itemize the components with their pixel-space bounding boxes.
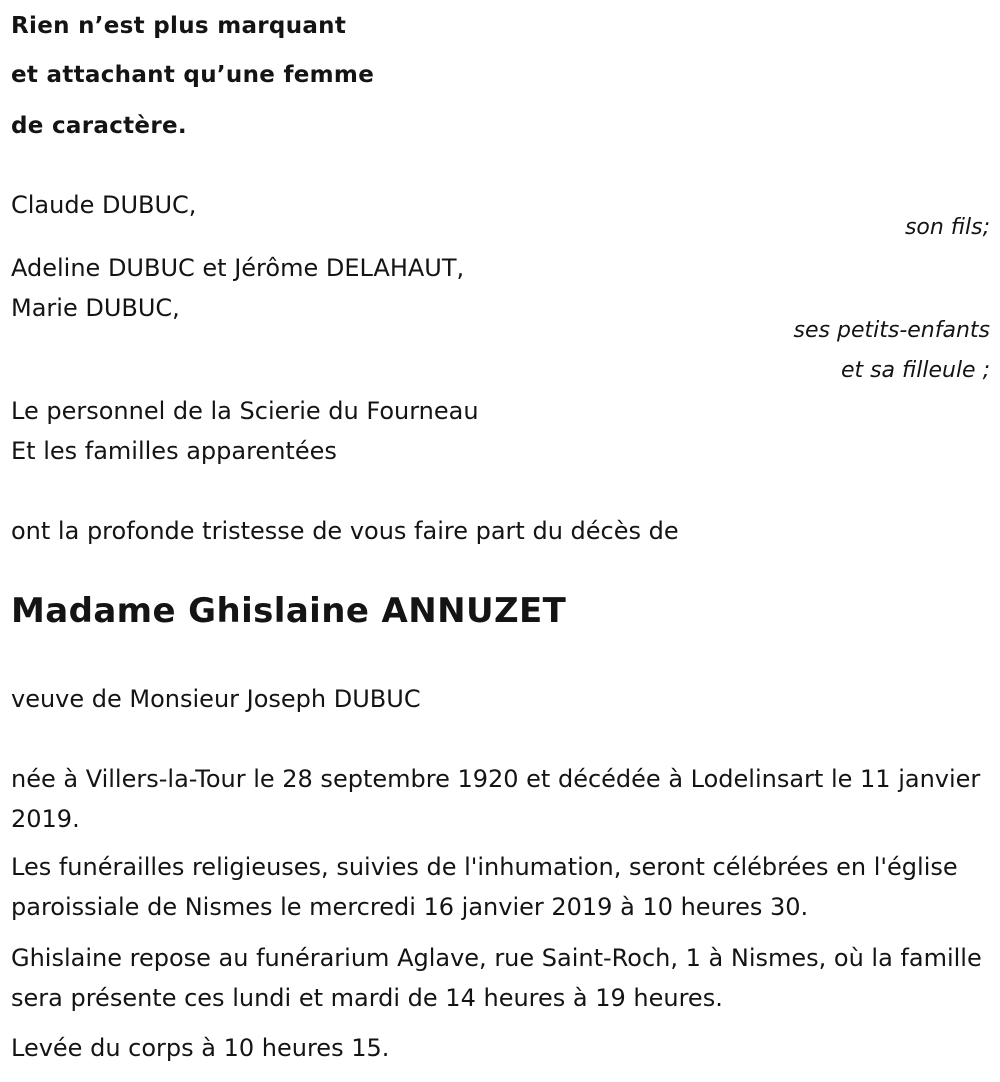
others-line-1: Le personnel de la Scierie du Fourneau [11, 397, 479, 425]
son-role: son fils; [904, 215, 990, 240]
grandchild-line-1: Adeline DUBUC et Jérôme DELAHAUT, [11, 254, 465, 282]
quote-line-3: de caractère. [11, 113, 187, 139]
funeral-paragraph: Les funérailles religieuses, suivies de l'inhumation, seront célébrées en l'église paroissiale de Nismes le mercredi 16 janvier 2019 à 10 heures 30. [11, 853, 958, 921]
quote-line-1: Rien n’est plus marquant [11, 13, 347, 39]
grandchildren-role-1: ses petits-enfants [793, 318, 990, 343]
others-line-2: Et les familles apparentées [11, 437, 337, 465]
son-name: Claude DUBUC, [11, 191, 197, 219]
deceased-name: Madame Ghislaine ANNUZET [11, 591, 567, 631]
quote-line-2: et attachant qu’une femme [11, 62, 375, 88]
announcement: ont la profonde tristesse de vous faire part du décès de [11, 517, 679, 545]
levee-paragraph: Levée du corps à 10 heures 15. [11, 1034, 390, 1062]
birth-death-paragraph: née à Villers-la-Tour le 28 septembre 1920 et décédée à Lodelinsart le 11 janvier 2019. [11, 765, 981, 833]
rest-paragraph: Ghislaine repose au funérarium Aglave, rue Saint-Roch, 1 à Nismes, où la famille sera présente ces lundi et mardi de 14 heures à 19 heures. [11, 944, 982, 1012]
grandchild-line-2: Marie DUBUC, [11, 294, 180, 322]
widow-of: veuve de Monsieur Joseph DUBUC [11, 685, 421, 713]
grandchildren-role-2: et sa filleule ; [840, 358, 990, 383]
